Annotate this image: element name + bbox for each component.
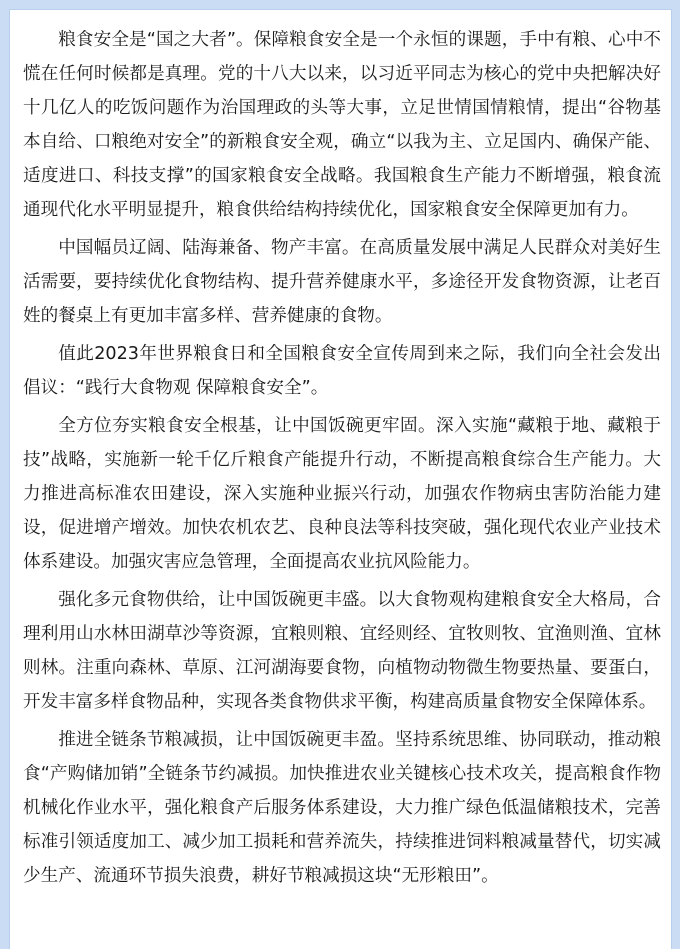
paragraph-6: 推进全链条节粮减损，让中国饭碗更丰盈。坚持系统思维、协同联动，推动粮食“产购储加销”全链条节约减损。加快推进农业关键核心技术攻关，提高粮食作物机械化作业水平，强化粮食产后服务体系建设，大力推广绿色低温储粮技术，完善标准引领适度加工、减少加工损耗和营养流失，持续推进饲料粮减量替代，切实减少生产、流通环节损失浪费，耕好节粮减损这块“无形粮田”。 (23, 730, 661, 886)
paragraph-2: 中国幅员辽阔、陆海兼备、物产丰富。在高质量发展中满足人民群众对美好生活需要，要持续优化食物结构、提升营养健康水平，多途径开发食物资源，让老百姓的餐桌上有更加丰富多样、营养健康的食物。 (23, 238, 661, 326)
article-body (23, 23, 661, 897)
paragraph-1: 粮食安全是“国之大者”。保障粮食安全是一个永恒的课题，手中有粮、心中不慌在任何时候都是真理。党的十八大以来，以习近平同志为核心的党中央把解决好十几亿人的吃饭问题作为治国理政的头等大事，立足世情国情粮情，提出“谷物基本自给、口粮绝对安全”的新粮食安全观，确立“以我为主、立足国内、确保产能、适度进口、科技支撑”的国家粮食安全战略。我国粮食生产能力不断增强，粮食流通现代化水平明显提升，粮食供给结构持续优化，国家粮食安全保障更加有力。 (23, 30, 661, 220)
paragraph-5: 强化多元食物供给，让中国饭碗更丰盛。以大食物观构建粮食安全大格局，合理利用山水林田湖草沙等资源，宜粮则粮、宜经则经、宜牧则牧、宜渔则渔、宜林则林。注重向森林、草原、江河湖海要食物，向植物动物微生物要热量、要蛋白，开发丰富多样食物品种，实现各类食物供求平衡，构建高质量食物安全保障体系。 (23, 590, 661, 712)
document-page (9, 9, 672, 949)
paragraph-4: 全方位夯实粮食安全根基，让中国饭碗更牢固。深入实施“藏粮于地、藏粮于技”战略，实施新一轮千亿斤粮食产能提升行动，不断提高粮食综合生产能力。大力推进高标准农田建设，深入实施种业振兴行动，加强农作物病虫害防治能力建设，促进增产增效。加快农机农艺、良种良法等科技突破，强化现代农业产业技术体系建设。加强灾害应急管理，全面提高农业抗风险能力。 (23, 416, 661, 572)
paragraph-3: 值此2023年世界粮食日和全国粮食安全宣传周到来之际，我们向全社会发出倡议：“践行大食物观 保障粮食安全”。 (23, 344, 661, 398)
